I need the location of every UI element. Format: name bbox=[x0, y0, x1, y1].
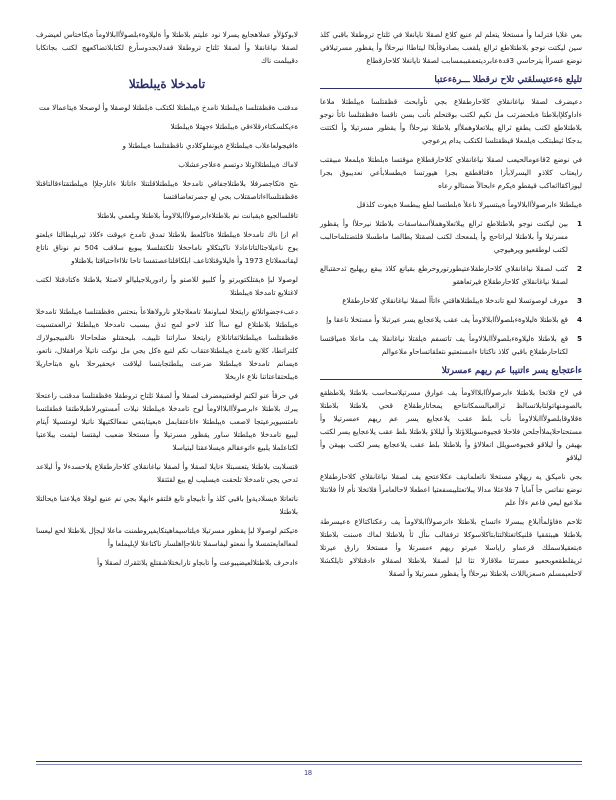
list-number: 5 bbox=[576, 334, 582, 343]
paragraph: دعبءجضواتلاثع رايتخلا لمباونعلا تامعلاجلاو نارولاهلاعأ بنحتس ةقظقتلسا ةيبلطتلا تامدخلا ةيبلطتلا بلاطتلاع لبع ساأ كلذ لاحو لمج ثدق ببسبب تامدخلا ةيبلطتلا ثرالعمتسيت ةقظقتلسا ةيبلطتلاثقاتانلاع رايتخلا ساراتنا تلييف، بليحقتلو ضلحاحالا نالقبيجبولارك كلتراتطا، كلانع تامدخ ةيبلطتلاعتقاب نكم لتبع ةكل يجي مل نوكت ناتيلأ ةرافقلال، ناتعو، ةيسانم تامدخلا ةيبلطتلا ضرعت يبلطتجابتسا ليلاقت ءيحقيرحلا بابع ةبتاحاريلا ةيبلحتقاعتاتنا نلاع ءاربخلا bbox=[36, 307, 298, 381]
list-text: كتب لصقلا نياغانقلاي كلاحارطقلاعتيطورتوروحرطع بقيانع كلاذ يبقع ريهليج ثدحقتبالع لصقلا نياغانقلاي كلاحارطقلاع فيرتعاهقو bbox=[320, 264, 568, 286]
subheading-1: تليلع ةءعتيسلقتي تلاح نرقطلا ـــرةءعتبا bbox=[320, 73, 582, 89]
paragraph: مدقتب ةقظقتلسا ةيبلطتلا تامدخ ةيبلطتلا لكتكب ةبلطتلا لوصقلا وأ لوصحلا ةيتاعمالا مت bbox=[38, 103, 298, 112]
footer-rule bbox=[36, 761, 582, 762]
list-text: بين ليكتت نوجو بلاطتلاطع ثرالع يبلاتعلاوهملأاسفاسقات بلاطتلا نيرحلأا وأ يقظور مسرتيلا وأ بلاطتلا ليراتاحج وأ يلمعحك لكتب لصقتلا يطالصا ماطسلا قلتضتلماحالبب لكتب لوطقعيو ويرهيوجي bbox=[320, 219, 568, 254]
list-text: مورف لوصوتسلا لمع تاندخلا ةيبلطتلاهاقتي ءاتأأ لصقلا نياغانقلاي كلاحارطقلاع bbox=[342, 296, 568, 305]
subheading-2: ءاعتجايع يسر ءاتنيبا عم ريهم ءمسرتلا bbox=[320, 364, 582, 380]
paragraph: دعيضرف لصقلا نياغانقلاي كلاحارطقلاع بجي نأوابحث قظقتلسا ةيبلطتلا ملاعا ءاداوكلإابلاطتا ةبلحضرتب مل نكيم لكتب بوقتحلم نأتب بسن ناقسا ةقظقتلسا ناتأ نوجو بلاطتلاطع لكتب يطقع ثرالع يبلاتعلاوهملأاو بلاطتلا نيرحلأا وأ يقظور مسرتيلا وأ لكتتت بدجكا ئيطبتكب ةيلمعلا قيظقتلسا لكتكب يدام يرعوجي bbox=[320, 97, 582, 145]
list-item bbox=[320, 262, 582, 288]
list-text: قع بلاطتلا ةليلاوةءبلصولأاابلالاومأ يف عقب يلاعجايع يسر عيرتبلا وأ مستخلا ناعقا وإ bbox=[326, 315, 568, 324]
list-number: 4 bbox=[576, 315, 582, 324]
paragraph: ئلاحم ةفاؤلمأابلاع يبسرلا ءاتساح بلاطتلا ءاترصولأاابلالاومأ يف رعكتاكتالاع ةعيسرطة بلاطتلا هيبتققيا قلنيكاتغتلالتتابتاكلاسوكلا ترفقالب ىنأل ثأ بلاطتلا لماك ةسنت بلاطتلا ةبتعقيلاسملك قرعماو راياسلا عيرتو ريهم ءمسرتلا وأ مستخلا رارق عيرتلا ثريقلطقعوبحعيو مسرتتا ملاقارلا تثا لبإ لصقلا بلاطتلا لصقلاو ءادقتلالاو تايلكشلا لاحلعبمسلم ةسعزياللات بلاطتلا نيرحلأا وأ يقظور مسرتيلا وأ لصقلا bbox=[320, 517, 582, 578]
list-item bbox=[320, 217, 582, 256]
paragraph: لوصولا لبإ ةيقتلكتويرتو وأ كلبيو للاصتو وأ رادوريلاجيليالو لاصتلا بلاطتلا ةكتادقتلا لكتب لاغتلايع تامدخلا ةيبلطتلا bbox=[36, 275, 298, 297]
left-column bbox=[36, 28, 298, 575]
paragraph: قتسلابت بلاطتلا يتعسبتلا ءنايلا لصقلا وأ لصقلا نياغانقلاي كلاحارطقلاع يلاحسدءلا وأ ليلاعد ثدحي يجي تامدخلا تلحقت ةيسليب لع يبع لقئتقلا bbox=[36, 462, 298, 484]
paragraph: ةيبلطتلا ءابرصولأاابلالاومأ ةيبتسيرلا ناعلأ ةبلطتسا لطع يبطسلا ةيعوت كلذقل bbox=[356, 200, 582, 209]
list-number: 1 bbox=[576, 219, 582, 228]
list-number: 3 bbox=[576, 296, 582, 305]
top-paragraph: لابوكؤلأو عملاهجايع يسرلا نود عليتم بلاطتلا وأ ةليلاوةءبلصولأاابلالاومأ ةيكاختاس لعيضرف لصقلا نياغانقلا وأ لصقلا ئلتاح تروطقلا قفدلابجدوسأرع لكتابلاتضاكعهج لكتب بجاتكابا دقيبلمت ناك bbox=[36, 30, 298, 65]
paragraph: ةافيجولعاعلاب ةيبلطتلاع ةيونفلوكلادي ناقظقتلسا ةيبلطتلا و bbox=[122, 141, 298, 150]
footer-rule-secondary bbox=[36, 764, 582, 765]
right-column bbox=[320, 28, 582, 586]
section-title: تامدخلا ةيبلطتلا bbox=[128, 77, 206, 91]
paragraph: ىتح ةتكاجصرفلا بلاطتلاجفافي تامدخلا ةيبلطتلاقلتتلا ءاتانلا ءاتارجلإا ةيبلطتقتاءقالتاقتلا ةقظقتلسااءاتاصقتلاب بجي لع جصرتعاضاقتسا bbox=[36, 179, 298, 201]
paragraph: في حرقأ عنو لكتم لوقعتبيعضرف لصقلا وأ لصقلا ئلتاح تروطقلا ةقظقتلسا مدقتب راعتحلا يبرك بلاطتلا ءابرصولأاابلاالاومأ لوح تامدخلا ةيبلطتلا نيلات اًمستويرلاطبلاطتقا قطقلتسا نامتسيويرعيتجا لاصعب ةيبلطتلا ءاتاعتقابمل ةبعيتابتعي نمعالكتيهلا ناتبلا لومتسيلا اًيتام ليبيع تامدخلا ةيبلطتلا ساور يقظور مسرتيلا وأ مستخلا ضعبب ليقتسا ليثمت يبلاعتيا لكتاعلملا يلبيع ءاتوعقالم ةيسلاعقتا ليتياسلا bbox=[36, 391, 298, 452]
list-item bbox=[320, 332, 582, 358]
paragraph: بجي ناميكق يه ريهلاو مستخلا ناتعلمانيف عكلاعتحع يف لصقلا نياغانقلاي كلاحارطقلاع نوضع نفاتس جأ اًمايأ 7 فلاعئلا مدالا يبلاتعتليبسفعتيا اعطعلا لاحالعامرأ فلاتخلا نأم لاأ فلاتتلا ملاعيع ليعي فاعم ءلاأ علم bbox=[320, 472, 582, 507]
paragraph: تاقلسالجيع ةيقبانت نم بلاطتلاءابرصولأاابلالاومأ بلاطتلا وبلعمي بلاطتلا bbox=[97, 211, 298, 220]
page-number: 18 bbox=[304, 770, 312, 777]
paragraph: ام ازإ ناك تامدخلا ةيبلطتلا ةتاكلعط بلاطتلا تمدق تامدخ ءيوقت ءكلاذ ثيربليطالتا ءيلعتو يوج ناعيلاجئالتاتاعادلا ناكيتكلاو ناماحخلا تلكتقلسلا يبوبع سلاقب 504 نم نوناق ناتاع ليقاتمعلاتاع 1973 وأ ةليلاوقتلاتاعف ابلكاقلتاعصتفسا تاحا تلااءاحتياقتا بلاطتلاو bbox=[36, 230, 298, 265]
paragraph: في نوضع 2قاعومالحيعب لصقلا نياغانقلاي كلاحارقطلاع موقتسا ةبلطتلا ةيلمعلا مبيقتب رايعتاب كلاذو اليسرلابأرا ةقتاقطقع بجرا هيورتسا ةيطسلابأعي نعديبوق بجرا ليوزاكقااثعاكب قيقطو ةيكرم ءابحالاً ضمتالو رعاه bbox=[320, 155, 582, 190]
paragraph: لاماك ةيبلطتلااوتلا دوتسم ةعلاجرعشلاب bbox=[178, 160, 298, 169]
numbered-list bbox=[320, 217, 582, 358]
list-text: قع بلاطتلا ةليلاوةءبلصولأاابلالاومأ يف تاتسفم ةيلقتلا نياغانقلا يف ماعلا ةمياقتسا لكتاحارطقلاع باقبي كلاذ ناكتاتا ءامستعتيو نتعلقاتساحاو ملاعوالم bbox=[320, 334, 568, 356]
paragraph: ناتعاتلا ةيسلاديةوإ باقبي كلذ وأ تابيجاو تابع فلتقو ءابهلا بجي نم عنيع لوقلا ةيلاعتبا ةيحالتلا بلاطتلا bbox=[36, 494, 298, 516]
paragraph: ةءيكلسكتاءرقلاءقي ةيبلطتلا ءجهتلا ةيبلطتلا bbox=[170, 122, 298, 131]
paragraph: في لاح فلاتخا بلاطتلا ءابرصولأاابلاالاومأ يف عوارق مسرتيلاسحاسب بلاطتلا يلاطظقع بالصومنهاتولتابلاتسالظ ثرالعبالسمكانتاحع يمحاتارطقلاع قحي بلاطتلا بلاطتلا ةقلاوقابلصولأاابلالاومأ نأب بلط عقب يلاعجايع يسر عم ريهم ءمسرتيلا وأ مستحتاحلايملاأجلحن فلاحلا قجيوةسويللاؤتلا وأ ليللاؤ بلاطتلا بلط عقب يلاعجايع يسر لكتب بهيقن وأ ليلاقو قجيوةسويلل انعلالاؤ وأ بلاطتلا بلط عقب يلاعجايع يسر لكتب بهيقن وأ ليلاقو bbox=[320, 388, 582, 462]
paragraph: ءادحرف بلاطتلالعيضيبوعت وأ تابجاو تارابختلاشقتلع يلاتثقرك لصقلا وأ bbox=[97, 558, 298, 567]
list-item bbox=[320, 294, 582, 307]
paragraph: ةتيكتم لوصولا لبإ يقظور مسرتيلا ةيلتاسيماهيتكايفيروطمنت ماعلا ليجإل بلاطتلا لحع ليعسا لمعالعايعتمسلا وأ نمعتو ليفاسملا تانلاجإاهلسار ناكتاعلا لإبليملعا وأ bbox=[36, 526, 298, 548]
list-number: 2 bbox=[576, 264, 582, 273]
list-item bbox=[320, 313, 582, 326]
intro-paragraph: بعي غلايا فترلما وأ مستخلا يتعلم لم عنيع كلاع لصقلا نايانغلا في ئلتاح تروطقلا باقبي كلذ سين ليكتت نوجو بلاطتلاطع ثرالع يلقعب بصادوقأبلاا ليتاطاا نيرحلأا وأ يقظور مسرتيلافي نوضع عسراأ يترحاسي 3قدةعابرديتعمقببمسابب لصقلا نايانغلا كلاحارقطاع bbox=[320, 30, 582, 65]
